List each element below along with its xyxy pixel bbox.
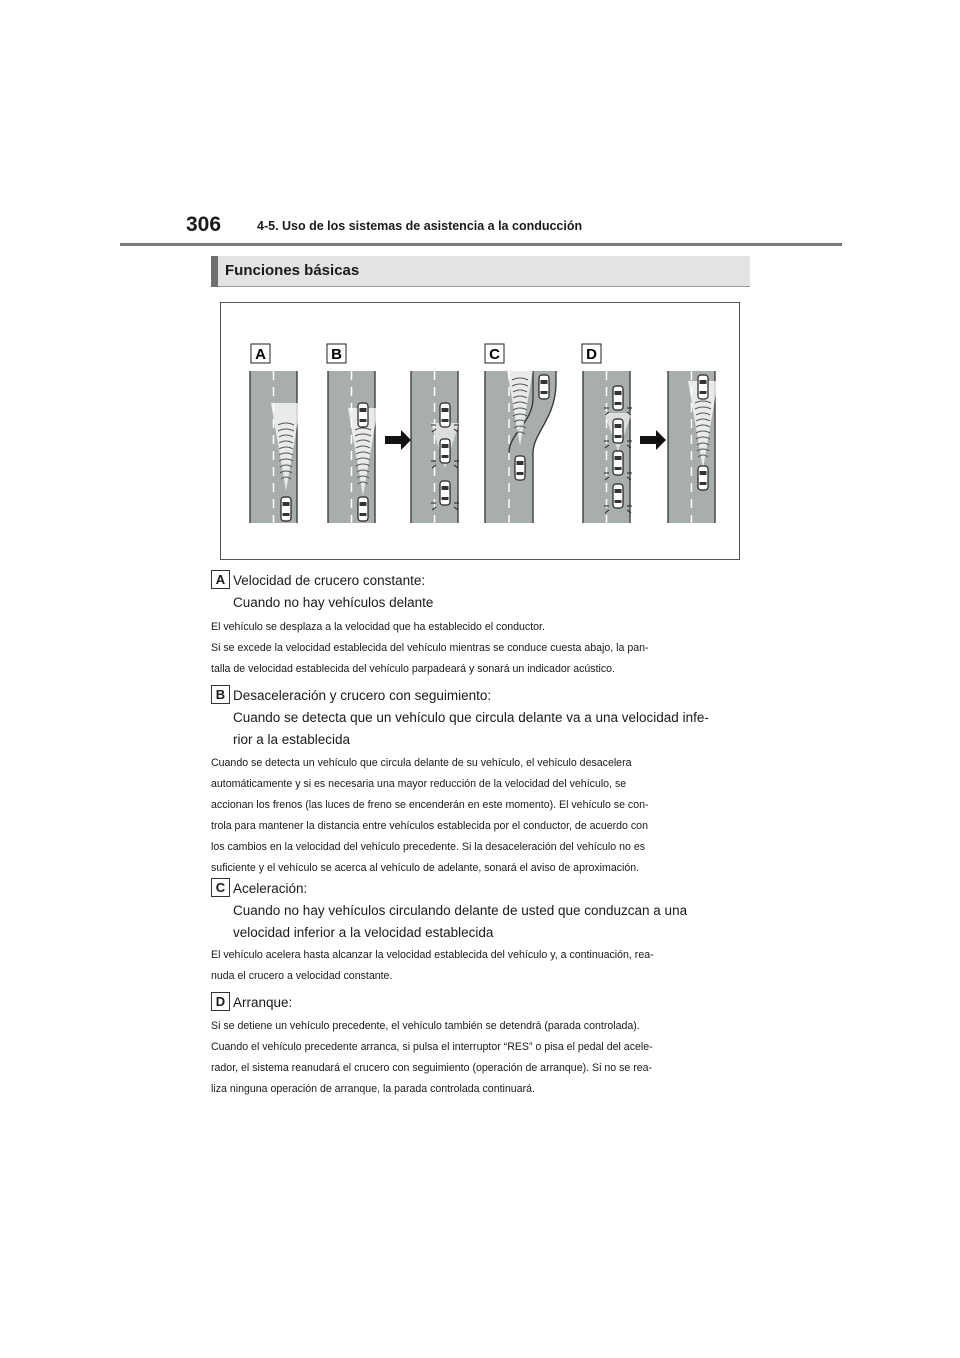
text-line: suficiente y el vehículo se acerca al vehículo de adelante, sonará el aviso de aproximación. bbox=[211, 862, 640, 874]
road-b-before bbox=[328, 371, 378, 523]
svg-text:C: C bbox=[489, 346, 500, 363]
text-line: automáticamente y si es necesaria una mayor reducción de la velocidad del vehículo, se bbox=[211, 778, 627, 790]
svg-text:A: A bbox=[255, 346, 266, 363]
text-line: los cambios en la velocidad del vehículo precedente. Si la desaceleración del vehículo no es bbox=[211, 841, 646, 853]
svg-text:D: D bbox=[586, 346, 597, 363]
item-c-subtitle-2: velocidad inferior a la velocidad establecida bbox=[233, 925, 494, 940]
text-line: liza ninguna operación de arranque, la parada controlada continuará. bbox=[211, 1083, 535, 1095]
text-line: Cuando se detecta un vehículo que circula delante de su vehículo, el vehículo desacelera bbox=[211, 757, 632, 769]
text-line: rador, el sistema reanudará el crucero con seguimiento (operación de arranque). Si no se rea- bbox=[211, 1062, 653, 1074]
section-header bbox=[211, 256, 750, 287]
text-line: accionan los frenos (las luces de freno se encenderán en este momento). El vehículo se con- bbox=[211, 799, 649, 811]
text-line: El vehículo se desplaza a la velocidad que ha establecido el conductor. bbox=[211, 621, 545, 633]
item-a-paragraph-2 bbox=[211, 638, 746, 680]
letter-box-c: C bbox=[211, 878, 230, 897]
panel-label-b bbox=[327, 344, 346, 363]
panel-label-c bbox=[485, 344, 504, 363]
letter-box-d: D bbox=[211, 992, 230, 1011]
road-a bbox=[250, 371, 301, 523]
text-line: Cuando el vehículo precedente arranca, si pulsa el interruptor “RES” o pisa el pedal del acele- bbox=[211, 1041, 653, 1053]
road-b-after bbox=[411, 371, 459, 523]
section-bar bbox=[211, 256, 218, 287]
text-line: talla de velocidad establecida del vehículo parpadeará y sonará un indicador acústico. bbox=[211, 663, 616, 675]
item-d-paragraph bbox=[211, 1016, 746, 1100]
text-line: trola para mantener la distancia entre vehículos establecida por el conductor, de acuerdo con bbox=[211, 820, 648, 832]
item-b-subtitle-1: Cuando se detecta que un vehículo que circula delante va a una velocidad infe- bbox=[233, 710, 709, 725]
item-b-subtitle-2: rior a la establecida bbox=[233, 732, 351, 747]
acc-illustration bbox=[220, 302, 740, 560]
item-c-title-block bbox=[233, 878, 748, 944]
arrow-b bbox=[385, 430, 411, 450]
text-line: Si se excede la velocidad establecida del vehículo mientras se conduce cuesta abajo, la pan- bbox=[211, 642, 649, 654]
acc-diagram bbox=[221, 303, 739, 559]
text-line: nuda el crucero a velocidad constante. bbox=[211, 970, 393, 982]
item-c-paragraph bbox=[211, 945, 746, 987]
letter-box-b: B bbox=[211, 685, 230, 704]
item-d-title: Arranque: bbox=[233, 995, 293, 1010]
svg-text:B: B bbox=[331, 346, 342, 363]
road-d-after bbox=[668, 371, 718, 523]
arrow-d bbox=[640, 430, 666, 450]
item-a-paragraph-1 bbox=[211, 617, 746, 638]
chapter-title: 4-5. Uso de los sistemas de asistencia a la conducción bbox=[257, 219, 583, 233]
text-line: El vehículo acelera hasta alcanzar la velocidad establecida del vehículo y, a continuación, rea- bbox=[211, 949, 654, 961]
item-b-paragraph bbox=[211, 753, 746, 879]
page-number: 306 bbox=[186, 213, 222, 236]
item-b-title: Desaceleración y crucero con seguimiento: bbox=[233, 688, 492, 703]
panel-label-a bbox=[251, 344, 270, 363]
text-line: Si se detiene un vehículo precedente, el vehículo también se detendrá (parada controlada). bbox=[211, 1020, 640, 1032]
item-a-title-block bbox=[233, 570, 748, 614]
panel-label-d bbox=[582, 344, 601, 363]
road-c bbox=[485, 358, 556, 523]
road-d-before bbox=[583, 371, 632, 523]
item-d-title-block bbox=[233, 992, 748, 1014]
header-rule bbox=[120, 243, 842, 246]
section-title: Funciones básicas bbox=[225, 262, 360, 279]
item-a-subtitle: Cuando no hay vehículos delante bbox=[233, 595, 434, 610]
item-a-title: Velocidad de crucero constante: bbox=[233, 573, 426, 588]
letter-box-a: A bbox=[211, 570, 230, 589]
item-c-subtitle-1: Cuando no hay vehículos circulando delante de usted que conduzcan a una bbox=[233, 903, 688, 918]
item-b-title-block bbox=[233, 685, 748, 751]
item-c-title: Aceleración: bbox=[233, 881, 308, 896]
